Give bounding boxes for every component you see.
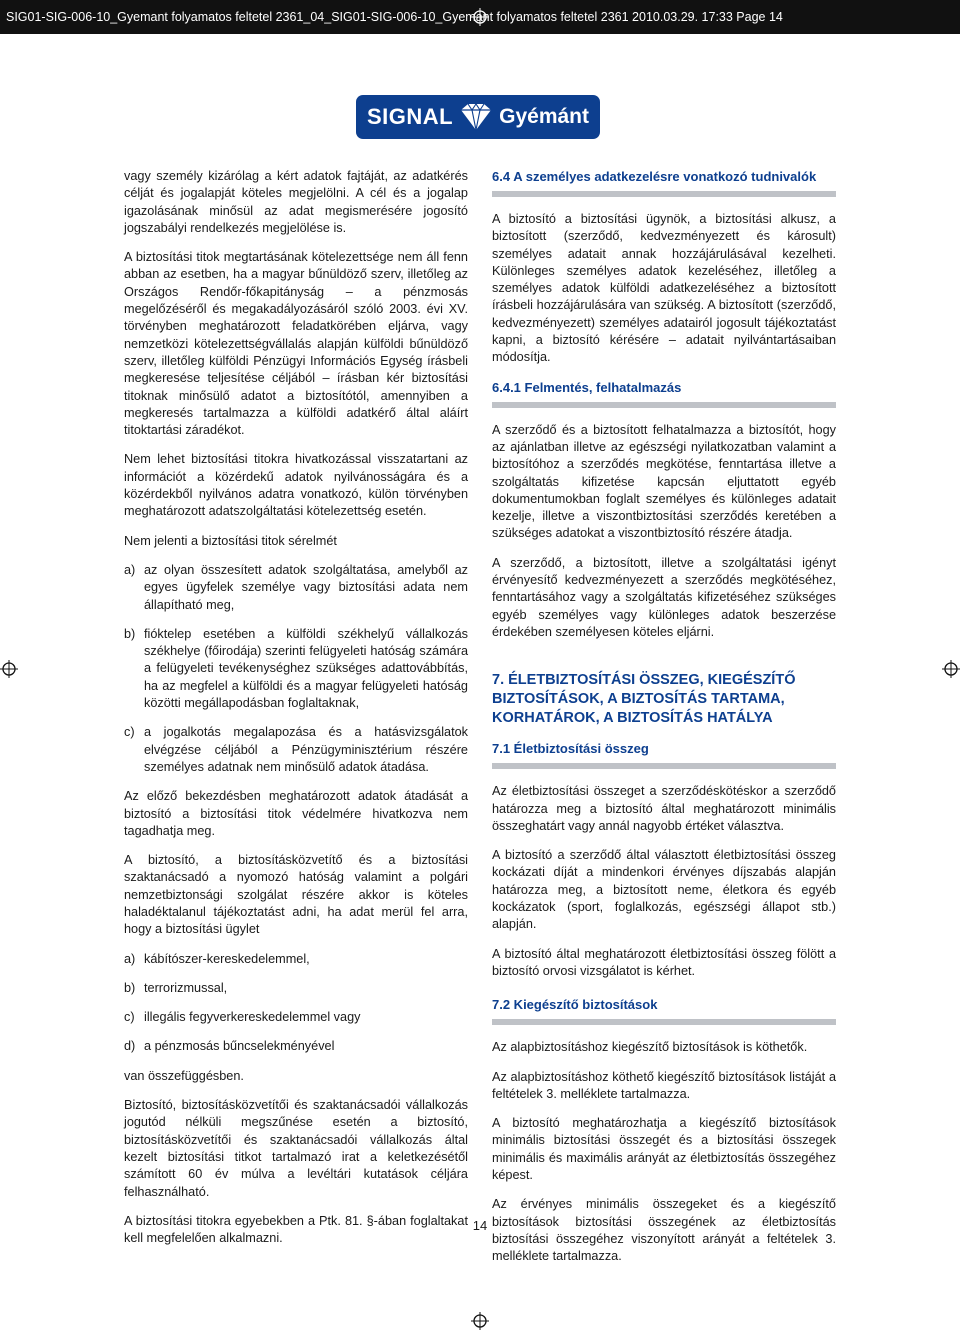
- list-item: b) fióktelep esetében a külföldi székhelyű vállalkozás székhelye (főirodája) szerinti felügyeleti hatóság számára a felügyeleti tevékenységhez szükséges adattovábbítás, ha az megfelel a külföldi és a magyar felügyeleti hatóság közötti megállapodásban foglaltaknak,: [124, 626, 468, 711]
- paragraph: A biztosító a biztosítási ügynök, a biztosítási alkusz, a biztosított (szerződő, kedvezményezett és károsult) személyes adatait annak hozzájárulásával kezelheti. Különleges személyes adatok kezeléséhez, illetőleg a személyes adatok külföldi adatkezeléséhez a biztosított írásbeli hozzájárulására van szükség. A biztosított (szerződő, kedvezményezett) személyes adatairól jogosult tájékoztatást kapni, a biztosító kérésére – adatait nyilvántartásaiban módosítja.: [492, 212, 836, 365]
- paragraph: A biztosító által meghatározott életbiztosítási összeg fölött a biztosító orvosi vizsgálatot is kérhet.: [492, 946, 836, 978]
- section-heading-7-1: 7.1 Életbiztosítási összeg: [492, 740, 836, 769]
- registration-mark-icon: [471, 8, 489, 26]
- list-item: b) terrorizmussal,: [124, 980, 228, 995]
- list-item: c) a jogalkotás megalapozása és a hatásvizsgálatok elvégzése céljából a Pénzügyminisztérium részére személyes adatnak nem minősülő adatok átadása.: [124, 725, 468, 774]
- paragraph: Nem jelenti a biztosítási titok sérelmét: [124, 533, 337, 548]
- page-number: 14: [472, 1218, 488, 1233]
- list-item: a) kábítószer-kereskedelemmel,: [124, 951, 310, 966]
- paragraph: A biztosító, a biztosításközvetítő és a biztosítási szaktanácsadó a nyomozó hatóság valamint a polgári nemzetbiztonsági szolgálat részére akkor is köteles haladéktalanul tájékoztatást adni, ha adat merül fel arra, hogy a biztosítási ügylet: [124, 853, 468, 937]
- paragraph: Az alapbiztosításhoz köthető kiegészítő biztosítások listáját a feltételek 3. melléklete tartalmazza.: [492, 1069, 836, 1101]
- paragraph: A szerződő, a biztosított, illetve a szolgáltatási igényt érvényesítő kedvezményezett a szerződés megkötéséhez, fenntartásához vagy a szolgáltatás kifizetéséhez szükséges egyéb személyes vagy különleges adatok beszerzése érdekében személyesen köteles eljárni.: [492, 555, 836, 639]
- paragraph: Nem lehet biztosítási titokra hivatkozással visszatartani az információt a közérdekű adatok nyilvánosságára és a közérdekből nyilvános adatra vonatkozó, külön törvényben meghatározott adatszolgáltatási kötelezettség esetén.: [124, 452, 468, 519]
- chapter-heading-7: 7. ÉLETBIZTOSÍTÁSI ÖSSZEG, KIEGÉSZÍTŐ BIZTOSÍTÁSOK, A BIZTOSÍTÁS TARTAMA, KORHATÁROK, A BIZTOSÍTÁS HATÁLYA: [492, 672, 796, 727]
- list-item: d) a pénzmosás bűncselekményével: [124, 1039, 335, 1054]
- right-column: [492, 168, 836, 1265]
- registration-mark-icon: [942, 660, 960, 678]
- print-slug-text: SIG01-SIG-006-10_Gyemant folyamatos feltetel 2361_04_SIG01-SIG-006-10_Gyemant folyamatos feltetel 2361 2010.03.29. 17:33 Page 14: [6, 10, 783, 24]
- paragraph: Az életbiztosítási összeget a szerződéskötéskor a szerződő határozza meg a biztosító által meghatározott minimális összeghatárt vagy annál nagyobb értéket választva.: [492, 784, 836, 833]
- logo-word-gyemant: Gyémánt: [499, 105, 589, 128]
- section-heading-6-4: 6.4 A személyes adatkezelésre vonatkozó tudnivalók: [492, 168, 836, 197]
- paragraph: A szerződő és a biztosított felhatalmazza a biztosítót, hogy az ajánlatban illetve az egészségi nyilatkozatban valamint a biztosítóhoz a szerződés megkötése, fenntartása illetve a szolgáltatás kifizetése kapcsán eljuttatott egyéb dokumentumokban foglalt személyes és különleges adatait kezelje, illetve a viszontbiztosítási szerződés keretében a szükséges adatokat a viszontbiztosító részére átadja.: [492, 422, 836, 541]
- paragraph: A biztosító a szerződő által választott életbiztosítási összeg kockázati díját a mindenkori érvényes díjszabás alapján határozza meg, a biztosított neme, életkora és egyéb kockázatok (sport, foglalkozás, egészségi állapot stb.) alapján.: [492, 848, 836, 932]
- paragraph: Az érvényes minimális összegeket és a kiegészítő biztosítások biztosítási összegének az életbiztosítás biztosítási összegéhez viszonyított arányát a feltételek 3. melléklete tartalmazza.: [492, 1197, 836, 1264]
- list-item: c) illegális fegyverkereskedelemmel vagy: [124, 1010, 361, 1025]
- diamond-icon: [457, 102, 495, 132]
- left-column: [124, 168, 468, 1247]
- registration-mark-icon: [0, 660, 18, 678]
- paragraph: A biztosítási titokra egyebekben a Ptk. 81. §-ában foglaltakat kell megfelelően alkalmazni.: [124, 1213, 468, 1246]
- paragraph: Az előző bekezdésben meghatározott adatok átadását a biztosító a biztosítási titok védelmére hivatkozva nem tagadhatja meg.: [124, 789, 468, 838]
- paragraph: van összefüggésben.: [124, 1068, 244, 1083]
- registration-mark-icon: [471, 1312, 489, 1330]
- list-item: a) az olyan összesített adatok szolgáltatása, amelyből az egyes ügyfelek személye vagy biztosítási adata nem állapítható meg,: [124, 562, 468, 612]
- signal-gyemant-logo: [356, 95, 600, 139]
- section-heading-6-4-1: 6.4.1 Felmentés, felhatalmazás: [492, 379, 836, 408]
- paragraph: A biztosító meghatározhatja a kiegészítő biztosítások minimális biztosítási összegét és a biztosítási összegek minimális és maximális arányát az életbiztosítás összegéhez képest.: [492, 1116, 836, 1182]
- paragraph: vagy személy kizárólag a kért adatok fajtáját, az adatkérés célját és jogalapját köteles megjelölni. A cél és a jogalap igazolásának minősül az adat megismerésére jogosító jogszabályi rendelkezés megjelölése is.: [124, 169, 468, 235]
- paragraph: Biztosító, biztosításközvetítői és szaktanácsadói vállalkozás jogutód nélküli megszűnése esetén a biztosító, biztosításközvetítői és szaktanácsadói vállalkozás által kezelt biztosítási titkot tartalmazó irat a keletkezésétől számított 60 év múlva a levéltári kutatások céljára felhasználható.: [124, 1098, 468, 1199]
- paragraph: A biztosítási titok megtartásának kötelezettsége nem áll fenn abban az esetben, ha a magyar bűnüldöző szerv, illetőleg az Országos Rendőr-főkapitányság – a pénzmosás megelőzéséről és megakadályozásáról szóló 2003. évi XV. törvényben meghatározott feladatkörében eljárva, vagy nemzetközi kötelezettségvállalás alapján külföldi bűnüldöző szerv, illetőleg külföldi Pénzügyi Információs Egység írásbeli megkeresése teljesítése céljából – írásban kér biztosítási titoknak minősülő adatot a biztosítótól, amennyiben a megkeresés tartalmazza a külföldi adatkérő által aláírt titoktartási záradékot.: [124, 250, 468, 438]
- paragraph: Az alapbiztosításhoz kiegészítő biztosítások is köthetők.: [492, 1040, 808, 1055]
- logo-word-signal: SIGNAL: [367, 104, 454, 129]
- section-heading-7-2: 7.2 Kiegészítő biztosítások: [492, 996, 836, 1025]
